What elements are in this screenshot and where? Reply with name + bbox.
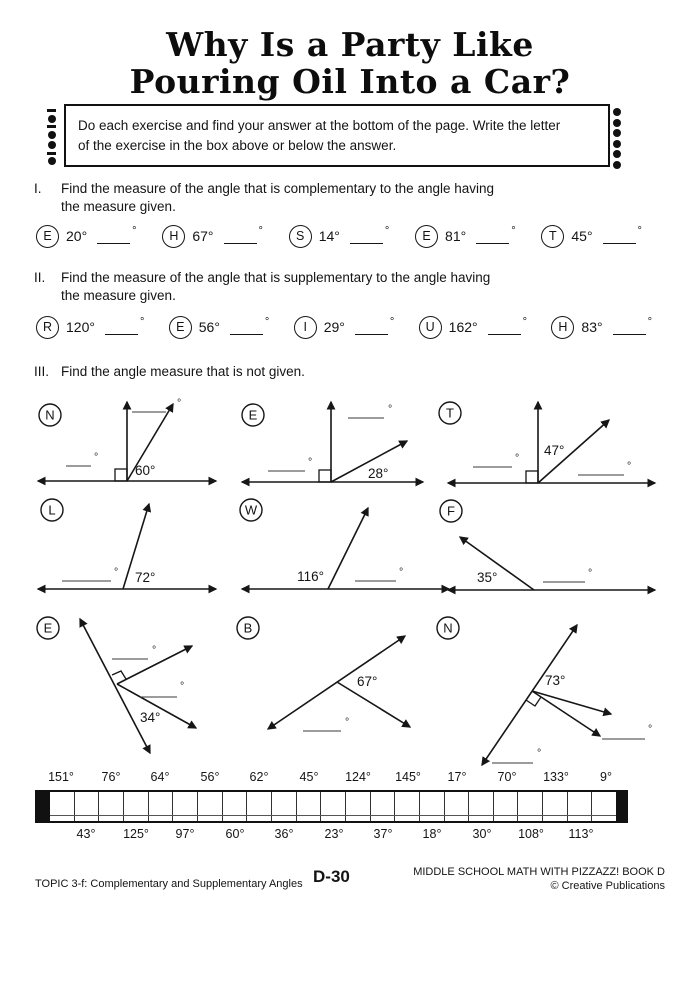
answer-cell[interactable] — [468, 792, 493, 821]
given-angle: 14° — [318, 228, 340, 244]
answer-cell[interactable] — [567, 792, 592, 821]
answer-labels-bottom — [35, 827, 628, 843]
answer-value: 62° — [249, 770, 269, 784]
answer-cell[interactable] — [246, 792, 271, 821]
oblique-line — [268, 636, 405, 729]
answer-value: 9° — [600, 770, 612, 784]
diagram-n-73 — [437, 617, 652, 765]
diagram-t-47 — [439, 402, 655, 483]
degree-symbol: ° — [388, 403, 393, 415]
degree-symbol: ° — [345, 716, 350, 728]
answer-cell[interactable] — [591, 792, 616, 821]
degree-symbol: ° — [511, 225, 516, 237]
degree-symbol: ° — [647, 316, 652, 328]
answer-cell[interactable] — [123, 792, 148, 821]
diagram-w-116 — [240, 499, 449, 589]
answer-cell[interactable] — [271, 792, 296, 821]
section-i — [34, 180, 494, 216]
given-angle: 67° — [192, 228, 214, 244]
answer-cell[interactable] — [370, 792, 395, 821]
exercise-letter: R — [36, 316, 59, 339]
answer-cell[interactable] — [148, 792, 173, 821]
degree-symbol: ° — [537, 747, 542, 759]
exercise-item — [169, 316, 270, 339]
answer-cell[interactable] — [493, 792, 518, 821]
answer-value: 124° — [345, 770, 371, 784]
diagram-l-72 — [38, 499, 216, 589]
section-iii-prompt: Find the angle measure that is not given. — [61, 364, 305, 379]
degree-symbol: ° — [588, 567, 593, 579]
answer-value: 64° — [150, 770, 170, 784]
section-ii-items — [36, 315, 652, 339]
answer-value: 97° — [175, 827, 195, 841]
strip-endcap-left — [37, 792, 50, 821]
answer-cell[interactable] — [296, 792, 321, 821]
instruction-box — [64, 104, 610, 167]
footer — [35, 864, 665, 898]
footer-book-line2: © Creative Publications — [550, 880, 665, 893]
exercise-letter: H — [551, 316, 574, 339]
diagram-letter: N — [443, 620, 453, 636]
answer-labels-top — [35, 770, 628, 786]
exercise-item — [415, 225, 516, 248]
answer-blank[interactable] — [476, 228, 509, 244]
given-angle: 20° — [66, 228, 88, 244]
answer-value: 43° — [76, 827, 96, 841]
answer-cell[interactable] — [222, 792, 247, 821]
angle-ray — [328, 508, 368, 589]
degree-symbol: ° — [94, 451, 99, 463]
diagram-letter: W — [244, 502, 258, 518]
answer-value: 151° — [48, 770, 74, 784]
answer-cell[interactable] — [98, 792, 123, 821]
answer-value: 133° — [543, 770, 569, 784]
given-angle-label: 28° — [368, 466, 389, 481]
section-iii-numeral: III. — [34, 364, 50, 379]
right-angle-mark — [115, 469, 127, 481]
section-ii — [34, 269, 490, 305]
answer-cell[interactable] — [320, 792, 345, 821]
exercise-item — [541, 225, 642, 248]
angle-ray — [532, 691, 600, 736]
instruction-line1: Do each exercise and find your answer at the bottom of the page. Write the letter — [78, 118, 561, 133]
diagram-letter: B — [243, 620, 253, 636]
degree-symbol: ° — [139, 316, 145, 328]
answer-cell[interactable] — [444, 792, 469, 821]
degree-symbol: ° — [258, 225, 263, 237]
given-angle: 29° — [323, 319, 345, 335]
exercise-letter: T — [541, 225, 564, 248]
instruction-line2: of the exercise in the box above or below the answer. — [78, 137, 397, 153]
page-title — [0, 26, 700, 101]
answer-blank[interactable] — [350, 228, 383, 244]
diagram-b-67 — [237, 617, 410, 731]
answer-blank[interactable] — [613, 319, 646, 335]
diagram-e-28 — [242, 402, 423, 482]
degree-symbol: ° — [522, 316, 528, 328]
degree-symbol: ° — [399, 566, 404, 578]
answer-value: 17° — [447, 770, 467, 784]
decorative-dots-left — [47, 109, 56, 165]
given-angle-label: 67° — [357, 674, 378, 689]
given-angle-label: 35° — [477, 570, 498, 585]
section-i-numeral: I. — [34, 181, 42, 196]
answer-cell[interactable] — [394, 792, 419, 821]
answer-strip — [35, 790, 628, 823]
given-angle: 45° — [571, 228, 593, 244]
given-angle: 56° — [198, 319, 220, 335]
answer-blank[interactable] — [105, 319, 138, 335]
right-angle-mark — [526, 697, 541, 706]
section-ii-numeral: II. — [34, 270, 46, 285]
degree-symbol: ° — [177, 397, 182, 409]
answer-cell[interactable] — [74, 792, 99, 821]
degree-symbol: ° — [648, 723, 653, 735]
diagram-e-34 — [37, 617, 196, 753]
right-angle-mark — [526, 471, 538, 483]
answer-value: 23° — [324, 827, 344, 841]
exercise-letter: I — [294, 316, 317, 339]
exercise-letter: E — [169, 316, 192, 339]
right-angle-mark — [319, 470, 331, 482]
footer-book-line1: MIDDLE SCHOOL MATH WITH PIZZAZZ! BOOK D — [413, 866, 665, 878]
answer-blank[interactable] — [355, 319, 388, 335]
diagram-f-35 — [440, 500, 655, 590]
given-angle-label: 60° — [135, 463, 156, 478]
answer-value: 36° — [274, 827, 294, 841]
section-ii-prompt2: the measure given. — [61, 288, 176, 304]
diagram-letter: E — [43, 620, 53, 636]
exercise-item — [36, 316, 144, 339]
degree-symbol: ° — [152, 644, 157, 656]
given-angle-label: 72° — [135, 570, 156, 585]
exercise-letter: U — [419, 316, 442, 339]
section-i-prompt2: the measure given. — [61, 199, 176, 215]
given-angle-label: 116° — [297, 569, 324, 584]
answer-value: 30° — [472, 827, 492, 841]
exercise-letter: E — [415, 225, 438, 248]
given-angle-label: 47° — [544, 443, 565, 458]
oblique-line — [80, 619, 150, 753]
degree-symbol: ° — [132, 225, 137, 237]
degree-symbol: ° — [308, 456, 313, 468]
degree-symbol: ° — [515, 452, 520, 464]
degree-symbol: ° — [114, 566, 119, 578]
footer-page-code: D-30 — [313, 867, 350, 886]
answer-cell[interactable] — [50, 792, 74, 821]
strip-endcap-right — [616, 792, 626, 821]
diagram-letter: E — [248, 407, 258, 423]
section-i-items — [36, 224, 642, 248]
answer-value: 113° — [568, 827, 594, 841]
degree-symbol: ° — [627, 460, 632, 472]
answer-cell[interactable] — [419, 792, 444, 821]
exercise-item — [162, 225, 263, 248]
decorative-dots-right — [613, 108, 621, 169]
section-i-prompt1: Find the measure of the angle that is complementary to the angle having — [61, 181, 495, 196]
oblique-line — [482, 625, 577, 765]
answer-value: 76° — [101, 770, 121, 784]
given-angle-label: 73° — [545, 673, 566, 688]
answer-value: 37° — [373, 827, 393, 841]
answer-cell[interactable] — [542, 792, 567, 821]
answer-value: 18° — [422, 827, 442, 841]
degree-symbol: ° — [637, 225, 642, 237]
strip-midline — [50, 815, 616, 816]
answer-blank[interactable] — [224, 228, 257, 244]
answer-cell[interactable] — [517, 792, 542, 821]
answer-cell[interactable] — [197, 792, 222, 821]
answer-blank[interactable] — [488, 319, 521, 335]
exercise-item — [36, 225, 137, 248]
given-angle: 81° — [445, 228, 467, 244]
exercise-item — [289, 225, 390, 248]
exercise-letter: E — [36, 225, 59, 248]
diagram-n-60 — [38, 397, 216, 481]
given-angle: 83° — [581, 319, 603, 335]
section-iii — [34, 363, 305, 381]
angle-diagrams — [28, 388, 672, 784]
exercise-item — [294, 316, 395, 339]
degree-symbol: ° — [180, 680, 185, 692]
given-angle: 120° — [66, 319, 95, 335]
answer-blank[interactable] — [230, 319, 263, 335]
degree-symbol: ° — [389, 316, 395, 328]
footer-book-info — [413, 865, 665, 894]
answer-cell[interactable] — [172, 792, 197, 821]
answer-value: 125° — [123, 827, 149, 841]
answer-value: 56° — [200, 770, 220, 784]
given-angle: 162° — [448, 319, 478, 335]
angle-ray — [532, 691, 611, 714]
diagram-letter: L — [48, 502, 56, 518]
answer-blank[interactable] — [97, 228, 130, 244]
given-angle-label: 34° — [140, 710, 161, 725]
degree-symbol: ° — [384, 225, 390, 237]
answer-value: 45° — [299, 770, 319, 784]
exercise-letter: S — [289, 225, 312, 248]
exercise-item — [551, 316, 652, 339]
answer-blank[interactable] — [603, 228, 636, 244]
strip-cells — [50, 792, 616, 821]
answer-value: 108° — [518, 827, 544, 841]
answer-value: 145° — [395, 770, 421, 784]
answer-value: 60° — [225, 827, 245, 841]
answer-cell[interactable] — [345, 792, 370, 821]
exercise-item — [419, 316, 527, 339]
title-line1: Why Is a Party Like — [166, 25, 534, 64]
degree-symbol: ° — [264, 316, 270, 328]
diagram-letter: T — [446, 405, 454, 421]
footer-topic: TOPIC 3-f: Complementary and Supplementary Angles — [35, 878, 303, 890]
title-line2: Pouring Oil Into a Car? — [129, 62, 571, 102]
diagram-letter: N — [45, 407, 55, 423]
exercise-letter: H — [162, 225, 185, 248]
diagram-letter: F — [447, 503, 455, 519]
answer-value: 70° — [497, 770, 517, 784]
right-angle-mark — [112, 671, 126, 679]
section-ii-prompt1: Find the measure of the angle that is supplementary to the angle having — [61, 270, 491, 285]
